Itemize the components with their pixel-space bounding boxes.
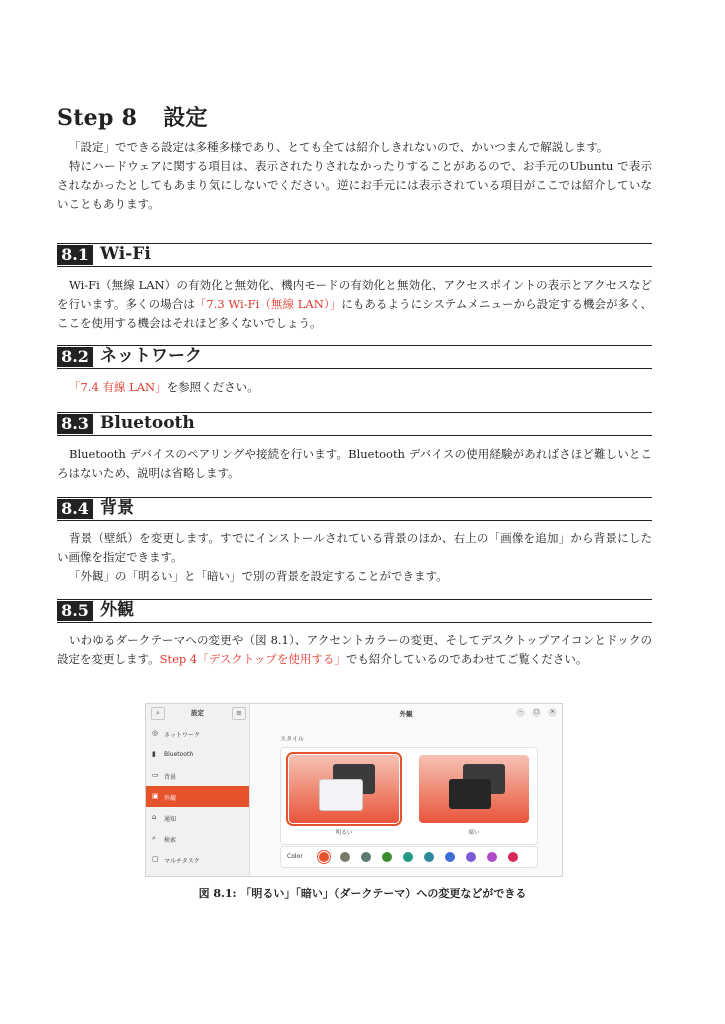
accent-color-swatch[interactable] [466,852,476,862]
accent-color-swatch[interactable] [382,852,392,862]
section-heading-appearance: 8.5 外観 [57,599,652,623]
section-heading-bluetooth: 8.3 Bluetooth [57,412,652,436]
maximize-icon[interactable]: □ [533,709,540,715]
accent-color-swatch[interactable] [487,852,497,862]
sidebar-item-background[interactable]: ▭ 背景 [152,771,177,781]
section-heading-network: 8.2 ネットワーク [57,345,652,369]
color-label: Color [287,853,303,860]
link-wired-lan[interactable]: 「7.4 有線 LAN」 [69,380,167,394]
window-title: 外観 [399,710,413,718]
dark-style-option[interactable] [419,755,529,823]
section-heading-wifi: 8.1 Wi-Fi [57,243,652,267]
thumb-window-front [449,779,491,809]
minimize-icon[interactable]: – [516,708,525,717]
sidebar-item-multitasking[interactable]: ▢ マルチタスク [152,855,200,865]
bluetooth-icon: ▮ [152,750,156,758]
light-style-option[interactable] [289,755,399,823]
section-text-wifi: Wi-Fi（無線 LAN）の有効化と無効化、機内モードの有効化と無効化、アクセスポイントの表示とアクセスなどを行います。多くの場合は「7.3 Wi-Fi（無線 LAN）」にもあるようにシステムメニューから設定する機会が多く、ここを使用する機会はそれほど多くないでしょう。 [57,278,652,330]
sidebar-item-search[interactable]: ⌕ 検索 [152,834,177,844]
section-text-network: 「7.4 有線 LAN」を参照ください。 [69,380,259,394]
accent-color-swatch[interactable] [403,852,413,862]
accent-color-swatch[interactable] [424,852,434,862]
network-icon: ◎ [152,729,159,737]
bell-icon: ⌂ [152,813,157,821]
settings-sidebar [146,704,250,876]
intro-text: 「設定」でできる設定は多種多様であり、とても全ては紹介しきれないので、かいつまんで解説します。 特にハードウェアに関する項目は、表示されたりされなかったりすることがあるので、お手元のUbuntu で表示されなかったとしてもあまり気にしないでください。逆にお手元には表示されている項目がここでは紹介していないこともあります。 [57,140,652,211]
settings-screenshot [145,703,563,877]
accent-color-swatch[interactable] [508,852,518,862]
link-wifi[interactable]: 「7.3 Wi-Fi（無線 LAN）」 [194,297,342,311]
sidebar-item-bluetooth[interactable]: ▮ Bluetooth [152,750,194,758]
style-label: スタイル [280,736,304,743]
light-label: 明るい [335,830,353,836]
accent-color-row [280,846,538,868]
multitask-icon: ▢ [152,855,159,863]
page-title: Step 8 設定 [57,105,208,131]
accent-color-swatch[interactable] [340,852,350,862]
accent-color-swatch[interactable] [361,852,371,862]
section-text-background: 背景（壁紙）を変更します。すでにインストールされている背景のほか、右上の「画像を追加」から背景にしたい画像を指定できます。 「外観」の「明るい」と「暗い」で別の背景を設定することができます。 [57,531,652,583]
link-step4[interactable]: Step 4「デスクトップを使用する」 [159,652,346,666]
accent-color-swatch[interactable] [319,852,329,862]
section-heading-background: 8.4 背景 [57,497,652,521]
menu-icon[interactable]: ≡ [232,707,246,720]
style-card [280,747,538,845]
search-icon: ⌕ [152,834,156,842]
settings-main [250,704,562,876]
figure-caption: 図 8.1: 「明るい」「暗い」（ダークテーマ）への変更などができる [198,887,527,900]
appearance-icon: ▣ [152,792,159,800]
sidebar-item-network[interactable]: ◎ ネットワーク [152,729,201,739]
accent-color-swatch[interactable] [445,852,455,862]
close-icon[interactable]: × [548,708,557,717]
sidebar-title: 設定 [191,709,204,717]
search-icon[interactable]: ⌕ [151,707,165,720]
section-text-appearance: いわゆるダークテーマへの変更や（図 8.1）、アクセントカラーの変更、そしてデスクトップアイコンとドックの設定を変更します。Step 4「デスクトップを使用する」でも紹介しているのであわせてご覧ください。 [57,633,652,666]
section-text-bluetooth: Bluetooth デバイスのペアリングや接続を行います。Bluetooth デバイスの使用経験があればさほど難しいところはないため、説明は省略します。 [57,447,652,480]
background-icon: ▭ [152,771,159,779]
thumb-window-front [319,779,363,811]
dark-label: 暗い [468,830,480,836]
sidebar-item-notifications[interactable]: ⌂ 通知 [152,813,177,823]
sidebar-item-appearance[interactable]: ▣ 外観 [146,786,249,807]
